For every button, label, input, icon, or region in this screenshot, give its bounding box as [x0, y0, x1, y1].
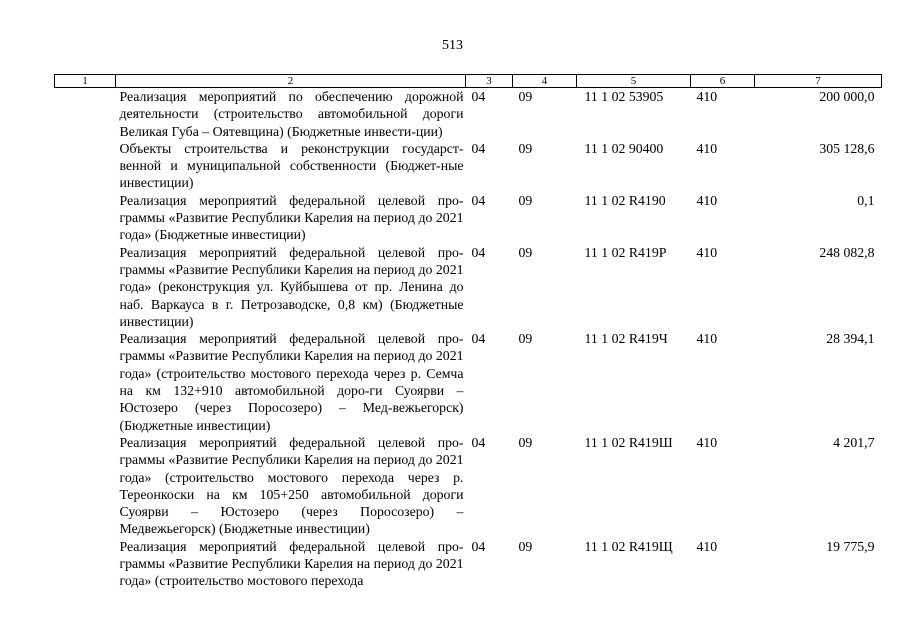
target-article-code: 11 1 02 90400	[584, 140, 664, 156]
row-col-1	[55, 434, 116, 538]
amount-value: 4 201,7	[833, 434, 875, 450]
item-name: Реализация мероприятий федеральной целевой про-граммы «Развитие Республики Карелия на период до 2021 года» (строительство мостового перехода	[119, 538, 464, 589]
item-name: Реализация мероприятий федеральной целевой про-граммы «Развитие Республики Карелия на период до 2021 года» (Бюджетные инвестиции)	[119, 192, 464, 243]
page-number: 513	[442, 38, 463, 53]
amount-value: 0,1	[857, 192, 875, 208]
expense-type-code: 410	[696, 244, 718, 260]
item-name: Реализация мероприятий федеральной целевой про-граммы «Развитие Республики Карелия на период до 2021 года» (строительство мостового перехода через р. Тереонкоски на км 105+250 автомобильной дороги Суоярви – Юстозеро (через Поросозеро) – Медвежьегорск) (Бюджетные инвестиции)	[119, 434, 464, 537]
item-name: Реализация мероприятий по обеспечению дорожной деятельности (строительство автомобильной дороги Великая Губа – Оятевщина) (Бюджетные инвести-ции)	[119, 89, 464, 139]
amount-value: 248 082,8	[819, 244, 875, 260]
column-number-header	[55, 75, 882, 88]
table-row	[55, 434, 882, 538]
table-row	[55, 538, 882, 590]
item-name: Реализация мероприятий федеральной целевой про-граммы «Развитие Республики Карелия на период до 2021 года» (реконструкция ул. Куйбышева от пр. Ленина до наб. Варкауса в г. Петрозаводске, 0,8 км) (Бюджетные инвестиции)	[119, 244, 464, 329]
expense-type-code: 410	[696, 89, 718, 104]
expense-type-code: 410	[696, 140, 718, 156]
target-article-code: 11 1 02 R419Щ	[584, 538, 673, 554]
row-col-1	[55, 330, 116, 434]
target-article-code: 11 1 02 R419Р	[584, 244, 667, 260]
table-row	[55, 244, 882, 330]
subsection-code: 09	[518, 89, 533, 104]
header-col-4: 4	[513, 75, 577, 88]
header-col-3: 3	[466, 75, 513, 88]
expense-type-code: 410	[696, 434, 718, 450]
header-col-7: 7	[755, 75, 882, 88]
row-col-1	[55, 244, 116, 330]
header-col-6: 6	[691, 75, 755, 88]
row-col-1	[55, 88, 116, 140]
expense-type-code: 410	[696, 538, 718, 554]
subsection-code: 09	[518, 140, 533, 156]
amount-value: 200 000,0	[819, 89, 875, 104]
section-code: 04	[471, 331, 486, 347]
item-name: Реализация мероприятий федеральной целевой про-граммы «Развитие Республики Карелия на период до 2021 года» (строительство мостового перехода через р. Семча на км 132+910 автомобильной доро-ги Суоярви – Юстозеро (через Поросозеро) – Мед-вежьегорск) (Бюджетные инвестиции)	[119, 331, 464, 433]
header-col-5: 5	[577, 75, 691, 88]
expense-type-code: 410	[696, 331, 718, 347]
section-code: 04	[471, 89, 486, 104]
section-code: 04	[471, 434, 486, 450]
header-col-2: 2	[116, 75, 466, 88]
header-col-1: 1	[55, 75, 116, 88]
section-code: 04	[471, 244, 486, 260]
target-article-code: 11 1 02 R419Ш	[584, 434, 673, 450]
target-article-code: 11 1 02 R419Ч	[584, 331, 668, 347]
subsection-code: 09	[518, 434, 533, 450]
subsection-code: 09	[518, 192, 533, 208]
section-code: 04	[471, 538, 486, 554]
row-col-1	[55, 140, 116, 192]
table-row	[55, 192, 882, 244]
amount-value: 305 128,6	[819, 140, 875, 156]
section-code: 04	[471, 192, 486, 208]
row-col-1	[55, 538, 116, 590]
table-row	[55, 88, 882, 140]
table-row	[55, 140, 882, 192]
amount-value: 28 394,1	[826, 331, 875, 347]
section-code: 04	[471, 140, 486, 156]
target-article-code: 11 1 02 53905	[584, 89, 664, 104]
target-article-code: 11 1 02 R4190	[584, 192, 666, 208]
expense-type-code: 410	[696, 192, 718, 208]
budget-table	[54, 74, 882, 590]
subsection-code: 09	[518, 538, 533, 554]
amount-value: 19 775,9	[826, 538, 875, 554]
subsection-code: 09	[518, 331, 533, 347]
item-name: Объекты строительства и реконструкции государст-венной и муниципальной собственности (Бюджет-ные инвестиции)	[119, 140, 464, 191]
table-row	[55, 330, 882, 434]
subsection-code: 09	[518, 244, 533, 260]
row-col-1	[55, 192, 116, 244]
